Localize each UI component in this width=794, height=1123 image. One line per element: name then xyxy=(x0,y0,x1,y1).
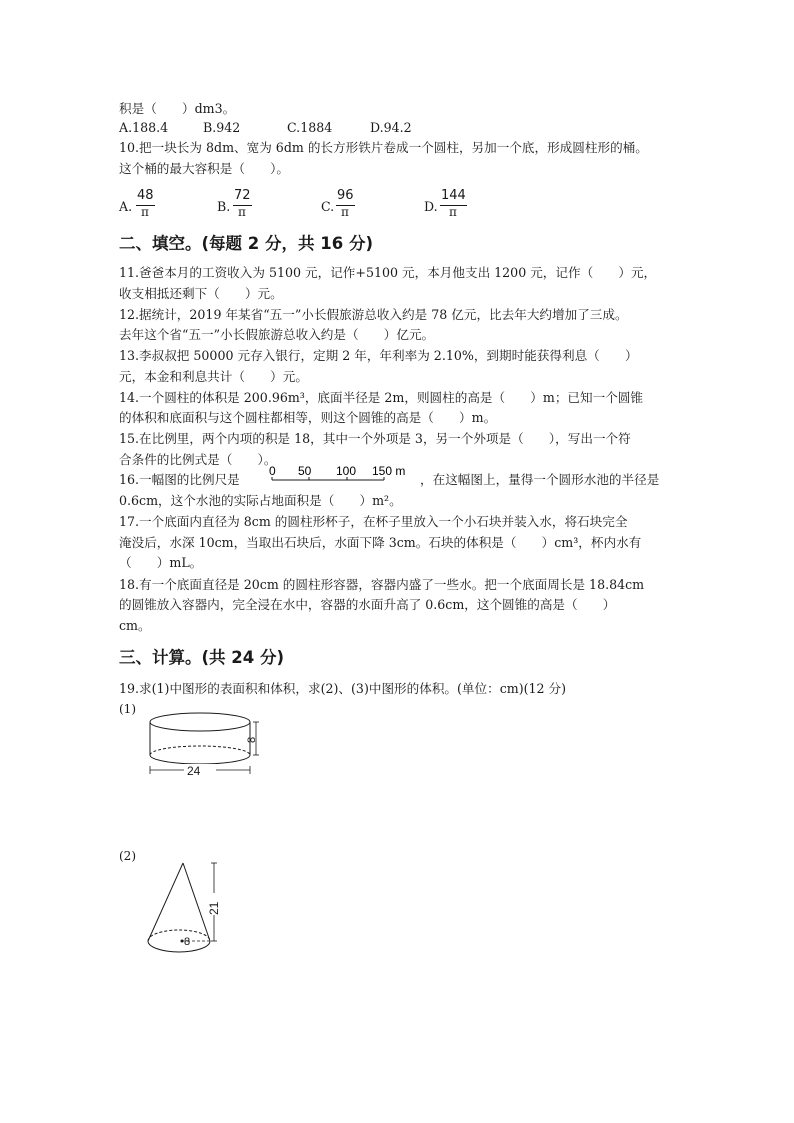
width-label: 24 xyxy=(187,764,201,778)
radius-label: 8 xyxy=(184,936,191,948)
option-label: B. xyxy=(217,199,231,214)
q9-option-d: D.94.2 xyxy=(370,120,412,135)
q14-line1: 14.一个圆柱的体积是 200.96m³，底面半径是 2m，则圆柱的高是（ ）m；已知一个圆锥 xyxy=(119,390,643,405)
scale-label-150: 150 m xyxy=(372,464,406,478)
fraction-numerator: 72 xyxy=(234,188,251,203)
q14-line2: 的体积和底面积与这个圆柱都相等，则这个圆锥的高是（ ）m。 xyxy=(119,410,497,425)
q17-line3: （ ）mL。 xyxy=(119,555,203,570)
cone-base-front xyxy=(148,941,210,952)
fraction-denominator: π xyxy=(449,205,457,219)
q16-line2: 0.6cm，这个水池的实际占地面积是（ ）m²。 xyxy=(119,493,402,508)
figure1-label: (1) xyxy=(119,702,136,716)
q15-line1: 15.在比例里，两个内项的积是 18，其中一个外项是 3，另一个外项是（ ），写出一个符 xyxy=(119,431,631,446)
q17-line1: 17.一个底面内直径为 8cm 的圆柱形杯子，在杯子里放入一个小石块并装入水，将石块完全 xyxy=(119,514,628,529)
scale-label-0: 0 xyxy=(269,464,276,478)
height-label: 8 xyxy=(246,736,258,743)
fraction-denominator: π xyxy=(141,205,149,219)
q9-text: 积是（ ）dm3。 xyxy=(119,101,236,116)
figure2-label: (2) xyxy=(119,849,136,863)
cylinder-top-ellipse xyxy=(150,713,250,731)
q10-line2: 这个桶的最大容积是（ ）。 xyxy=(119,161,290,176)
fraction-denominator: π xyxy=(238,205,246,219)
q17-line2: 淹没后，水深 10cm，当取出石块后，水面下降 3cm。石块的体积是（ ）cm³，杯内水有 xyxy=(119,535,642,550)
q12-line2: 去年这个省“五一”小长假旅游总收入约是（ ）亿元。 xyxy=(119,327,435,342)
q11-line1: 11.爸爸本月的工资收入为 5100 元，记作+5100 元，本月他支出 1200 元，记作（ ）元， xyxy=(119,265,657,280)
q9-option-c: C.1884 xyxy=(287,120,333,135)
option-label: A. xyxy=(119,199,133,214)
q10-option-d xyxy=(424,188,474,228)
cylinder-bottom-back xyxy=(150,746,250,755)
cylinder-figure xyxy=(140,712,265,782)
q19-text: 19.求(1)中图形的表面积和体积，求(2)、(3)中图形的体积。(单位：cm)(12 分) xyxy=(119,681,567,696)
q9-option-a: A.188.4 xyxy=(119,120,169,135)
q11-line2: 收支相抵还剩下（ ）元。 xyxy=(119,286,283,301)
scale-label-100: 100 xyxy=(336,464,357,478)
cone-right-edge xyxy=(183,863,210,941)
q13-line1: 13.李叔叔把 50000 元存入银行，定期 2 年，年利率为 2.10%，到期时能获得利息（ ） xyxy=(119,348,638,363)
q12-line1: 12.据统计，2019 年某省“五一”小长假旅游总收入约是 78 亿元，比去年大约增加了三成。 xyxy=(119,307,628,322)
fraction-denominator: π xyxy=(341,205,349,219)
q10-option-c xyxy=(321,188,361,228)
scale-label-50: 50 xyxy=(298,464,312,478)
fraction-numerator: 96 xyxy=(337,188,354,203)
q16-line1-end: ，在这幅图上，量得一个圆形水池的半径是 xyxy=(420,472,660,487)
q13-line2: 元，本金和利息共计（ ）元。 xyxy=(119,369,308,384)
q15-line2: 合条件的比例式是（ ）。 xyxy=(119,452,277,467)
q18-line2: 的圆锥放入容器内，完全浸在水中，容器的水面升高了 0.6cm，这个圆锥的高是（ ） xyxy=(119,597,616,612)
q18-line1: 18.有一个底面直径是 20cm 的圆柱形容器，容器内盛了一些水。把一个底面周长是 18.84cm xyxy=(119,577,645,592)
fraction-numerator: 48 xyxy=(137,188,154,203)
section2-title: 二、填空。(每题 2 分，共 16 分) xyxy=(119,234,374,253)
cone-figure xyxy=(140,855,240,965)
q9-option-b: B.942 xyxy=(203,120,241,135)
cone-left-edge xyxy=(148,863,183,941)
option-label: D. xyxy=(424,199,438,214)
cone-base-back xyxy=(148,930,210,941)
height-label: 21 xyxy=(207,901,221,915)
scale-bar xyxy=(268,463,416,485)
q10-line1: 10.把一块长为 8dm、宽为 6dm 的长方形铁片卷成一个圆柱，另加一个底，形成圆柱形的桶。 xyxy=(119,140,648,155)
fraction-numerator: 144 xyxy=(441,188,466,203)
option-label: C. xyxy=(321,199,335,214)
q10-option-b xyxy=(217,188,257,228)
q18-line3: cm。 xyxy=(119,618,151,633)
cylinder-bottom-front xyxy=(150,755,250,764)
q10-option-a xyxy=(119,188,159,228)
section3-title: 三、计算。(共 24 分) xyxy=(119,648,285,667)
q16-line1-start: 16.一幅图的比例尺是 xyxy=(119,472,240,487)
